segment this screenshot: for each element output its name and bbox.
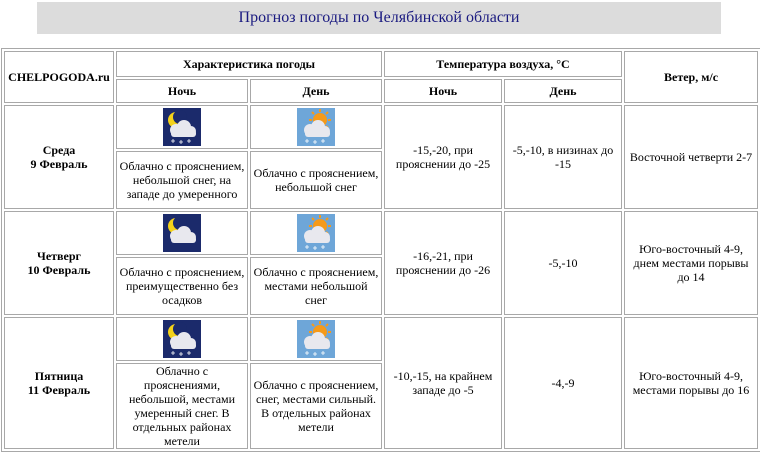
forecast-table [1,48,760,452]
wind-value: Юго-восточный 4-9, местами порывы до 16 [624,317,758,449]
temp-night-header: Ночь [384,79,502,103]
weather-night-header: Ночь [116,79,248,103]
night-icon-cell [116,211,248,255]
date-label: 11 Февраль [27,383,91,397]
temp-day-value: -5,-10 [504,211,622,315]
night-icon-cell [116,317,248,361]
table-row [4,317,758,361]
day-icon-cell [250,105,382,149]
day-icon-cell [250,317,382,361]
temperature-header: Температура воздуха, °С [384,51,622,77]
weather-day-header: День [250,79,382,103]
moon-cloud-icon [163,214,201,252]
sun-cloud-snow-icon [297,214,335,252]
weather-char-header: Характеристика погоды [116,51,382,77]
temp-night-value: -16,-21, при прояснении до -26 [384,211,502,315]
temp-day-value: -4,-9 [504,317,622,449]
weekday-label: Пятница [34,369,84,383]
sun-cloud-snow-icon [297,320,335,358]
brand-label: CHELPOGODA.ru [4,51,114,103]
temp-night-value: -10,-15, на крайнем западе до -5 [384,317,502,449]
night-description: Облачно с прояснениями, небольшой, местами умеренный снег. В отдельных районах метели [116,363,248,449]
night-icon-cell [116,105,248,149]
page-title: Прогноз погоды по Челябинской области [37,2,721,34]
date-label: 10 Февраль [27,263,91,277]
day-cell [4,317,114,449]
table-row [4,105,758,149]
temp-day-value: -5,-10, в низинах до -15 [504,105,622,209]
weekday-label: Четверг [37,249,81,263]
date-label: 9 Февраль [30,157,88,171]
temp-night-value: -15,-20, при прояснении до -25 [384,105,502,209]
weekday-label: Среда [42,143,76,157]
night-description: Облачно с прояснением, преимущественно без осадков [116,257,248,315]
day-description: Облачно с прояснением, небольшой снег [250,151,382,209]
moon-cloud-snow-icon [163,108,201,146]
day-cell [4,211,114,315]
wind-header: Ветер, м/с [624,51,758,103]
day-icon-cell [250,211,382,255]
sun-cloud-snow-icon [297,108,335,146]
wind-value: Юго-восточный 4-9, днем местами порывы до 14 [624,211,758,315]
table-row [4,211,758,255]
moon-cloud-snow-icon [163,320,201,358]
wind-value: Восточной четверти 2-7 [624,105,758,209]
day-cell [4,105,114,209]
night-description: Облачно с прояснением, небольшой снег, на западе до умеренного [116,151,248,209]
day-description: Облачно с прояснением, местами небольшой снег [250,257,382,315]
day-description: Облачно с прояснением, снег, местами сильный. В отдельных районах метели [250,363,382,449]
temp-day-header: День [504,79,622,103]
